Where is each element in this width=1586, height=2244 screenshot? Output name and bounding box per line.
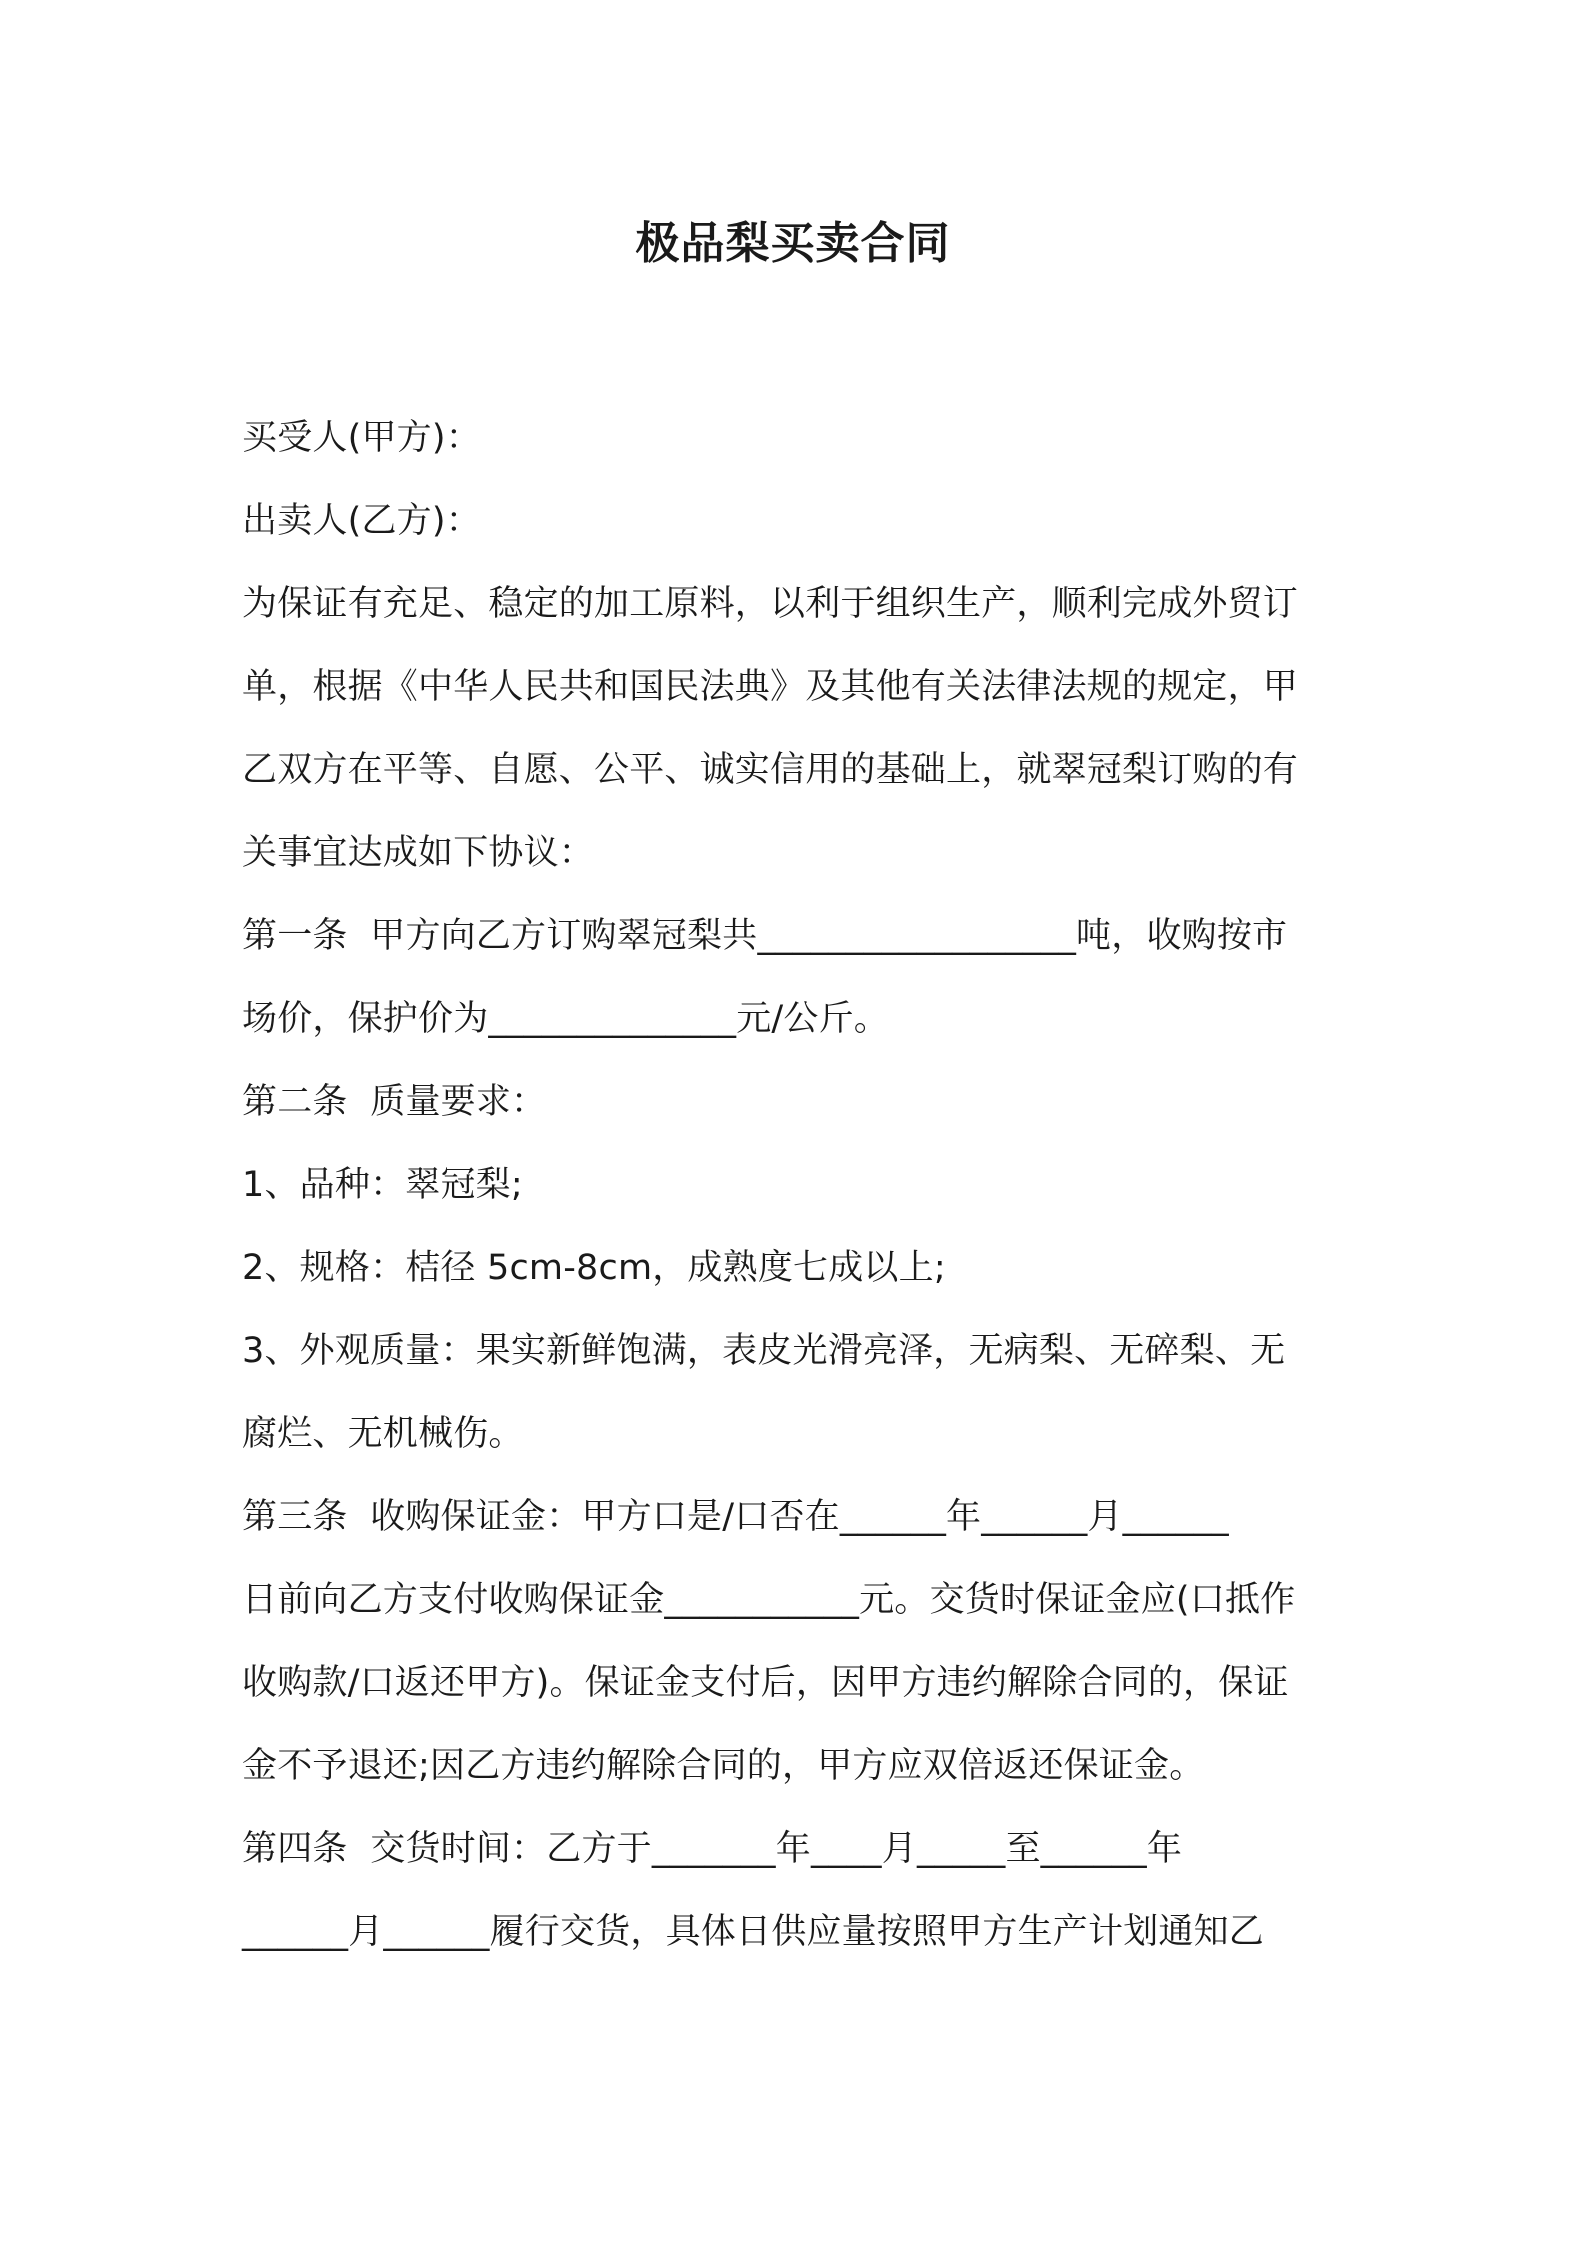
preamble-line: 关事宜达成如下协议： [242,833,595,873]
article-3-line: 日前向乙方支付收购保证金___________元。交货时保证金应(口抵作 [242,1580,1296,1620]
document-title: 极品梨买卖合同 [635,218,951,269]
preamble-line: 乙双方在平等、自愿、公平、诚实信用的基础上，就翠冠梨订购的有 [242,750,1299,790]
article-2-item: 3、外观质量：果实新鲜饱满，表皮光滑亮泽，无病梨、无碎梨、无 [242,1331,1286,1371]
article-2-heading: 第二条 质量要求： [242,1082,547,1122]
article-1-line: 第一条 甲方向乙方订购翠冠梨共__________________吨，收购按市 [242,916,1288,956]
preamble-line: 为保证有充足、稳定的加工原料，以利于组织生产，顺利完成外贸订 [242,584,1299,624]
article-3-line: 第三条 收购保证金：甲方口是/口否在______年______月______ [242,1497,1229,1537]
article-2-item: 腐烂、无机械伤。 [242,1414,524,1454]
article-2-item: 1、品种：翠冠梨; [242,1165,523,1205]
article-2-item: 2、规格：桔径 5cm-8cm，成熟度七成以上; [242,1248,946,1288]
party-a-line: 买受人(甲方)： [242,418,481,458]
document-body [242,408,1352,1985]
preamble-line: 单，根据《中华人民共和国民法典》及其他有关法律法规的规定，甲 [242,667,1299,707]
article-3-line: 金不予退还;因乙方违约解除合同的，甲方应双倍返还保证金。 [242,1746,1205,1786]
party-b-line: 出卖人(乙方)： [242,501,481,541]
article-4-line: ______月______履行交货，具体日供应量按照甲方生产计划通知乙 [242,1912,1265,1952]
article-4-line: 第四条 交货时间：乙方于_______年____月_____至______年 [242,1829,1183,1869]
article-3-line: 收购款/口返还甲方)。保证金支付后，因甲方违约解除合同的，保证 [242,1663,1289,1703]
article-1-line: 场价，保护价为______________元/公斤。 [242,999,889,1039]
